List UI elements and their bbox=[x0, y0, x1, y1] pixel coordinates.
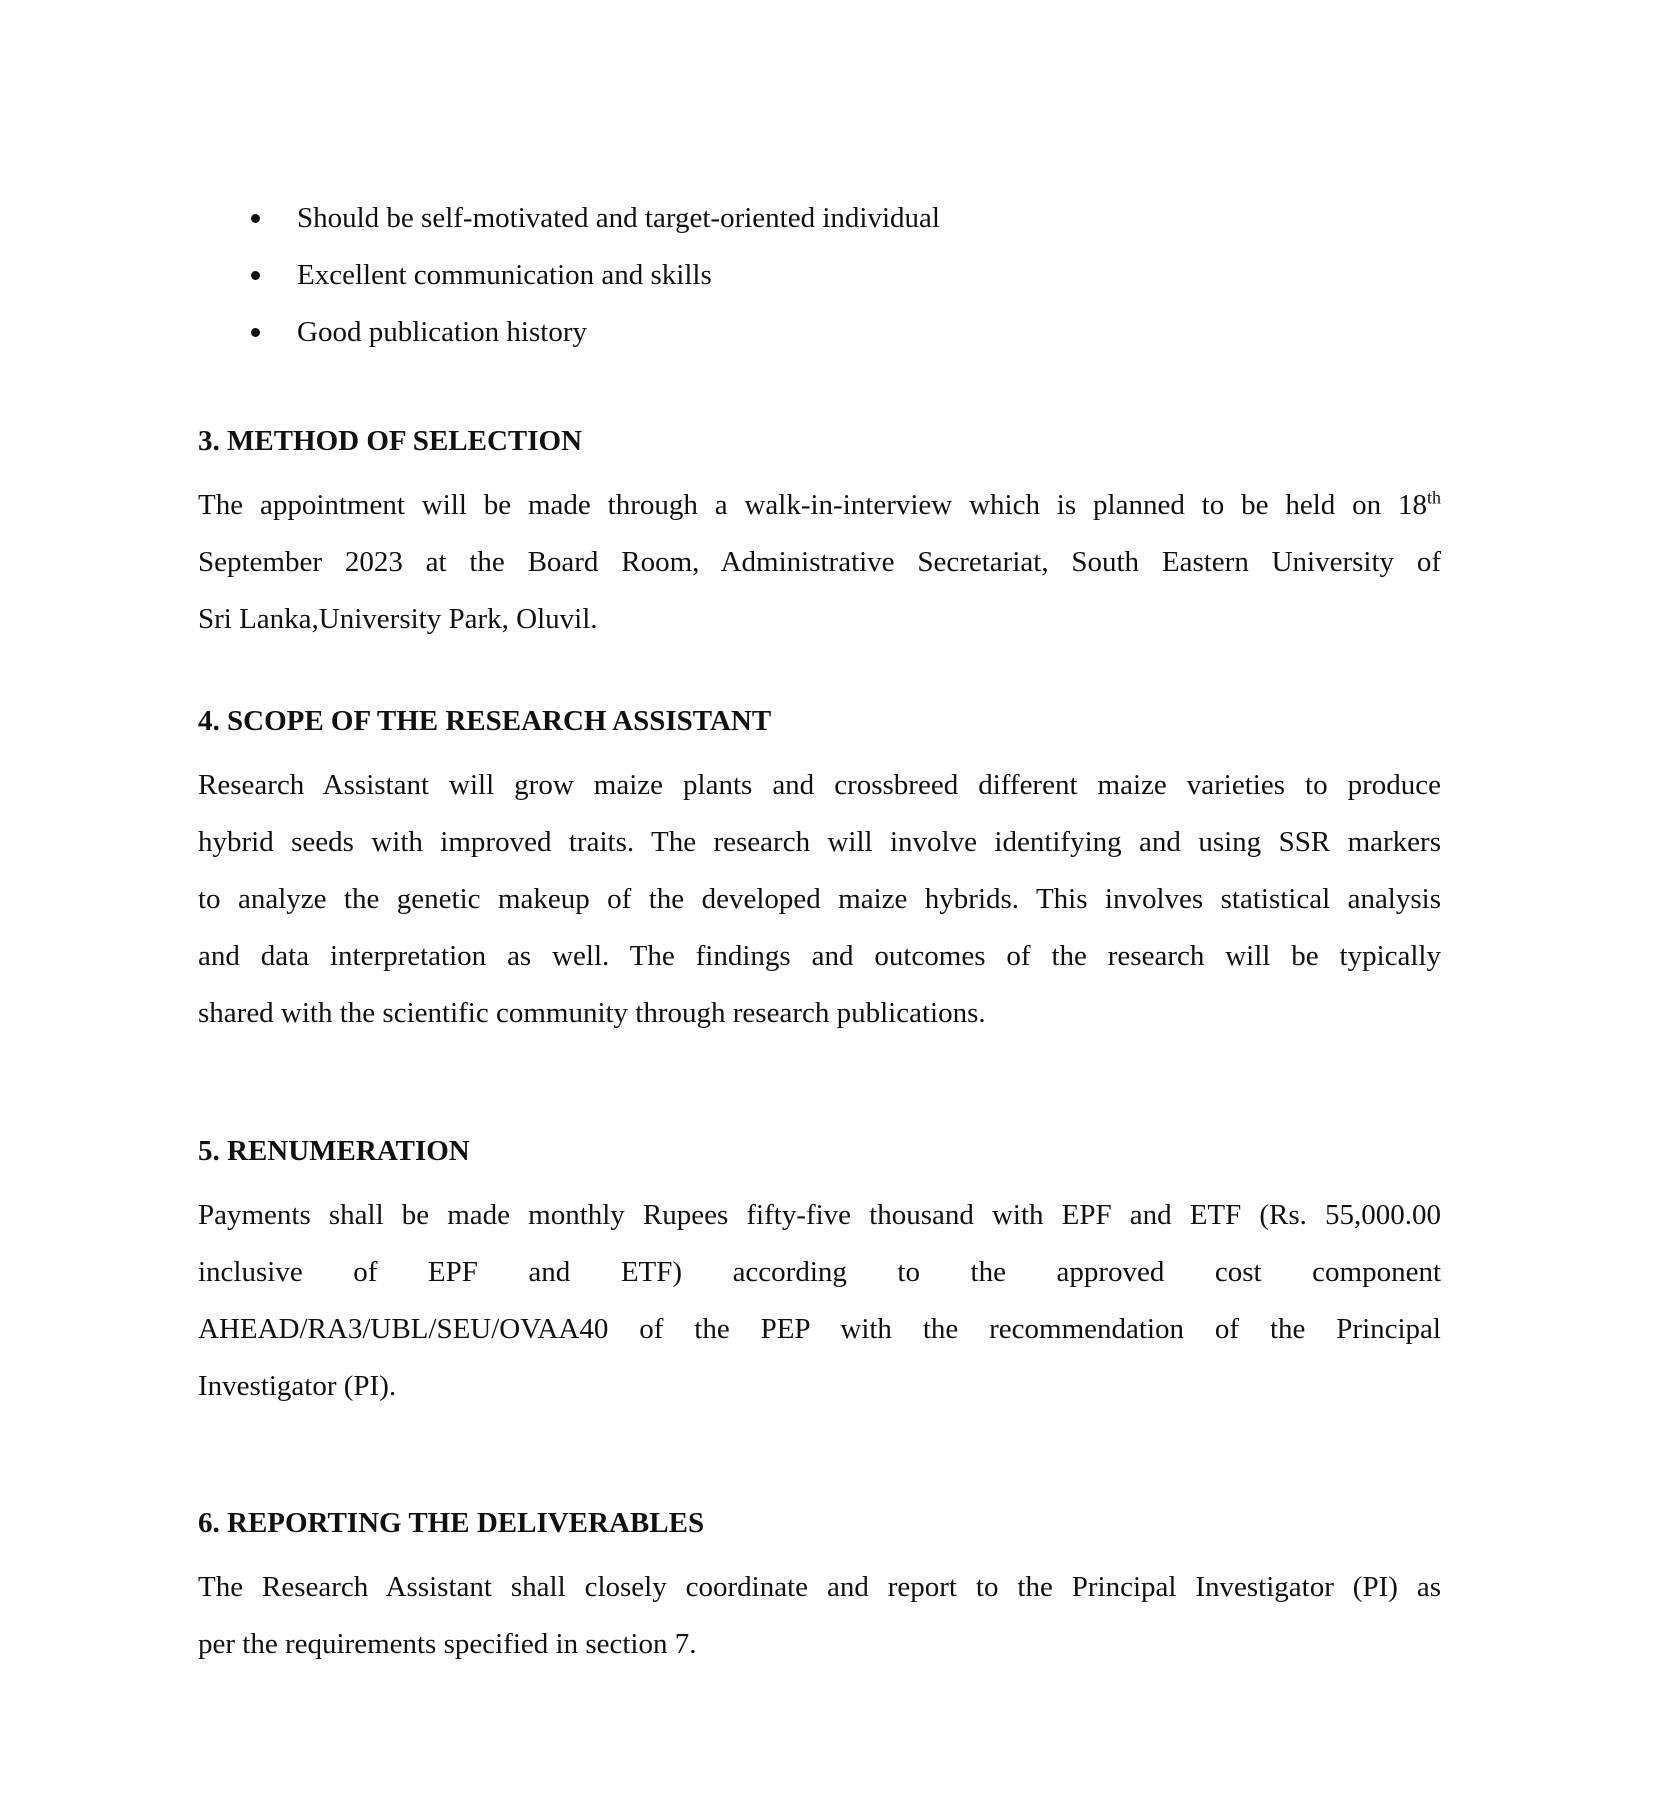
paragraph-line: hybrid seeds with improved traits. The research will involve identifying and using SSR markers bbox=[198, 826, 1441, 858]
paragraph-line: AHEAD/RA3/UBL/SEU/OVAA40 of the PEP with the recommendation of the Principal bbox=[198, 1313, 1441, 1345]
section-paragraph bbox=[198, 1559, 1441, 1673]
paragraph-line: per the requirements specified in section 7. bbox=[198, 1628, 697, 1660]
paragraph-line: The Research Assistant shall closely coordinate and report to the Principal Investigator (PI) as bbox=[198, 1571, 1441, 1603]
requirements-list bbox=[198, 190, 940, 361]
section-paragraph bbox=[198, 477, 1441, 648]
paragraph-line: Payments shall be made monthly Rupees fifty-five thousand with EPF and ETF (Rs. 55,000.00 bbox=[198, 1199, 1441, 1231]
list-item bbox=[198, 304, 940, 361]
paragraph-line bbox=[198, 477, 1441, 534]
paragraph-line: Sri Lanka,University Park, Oluvil. bbox=[198, 603, 598, 635]
section-heading: 6. REPORTING THE DELIVERABLES bbox=[198, 1507, 705, 1539]
bullet-icon bbox=[251, 328, 260, 337]
paragraph-line: to analyze the genetic makeup of the developed maize hybrids. This involves statistical analysis bbox=[198, 883, 1441, 915]
list-item-text: Should be self-motivated and target-oriented individual bbox=[297, 202, 940, 234]
list-item bbox=[198, 247, 940, 304]
section-paragraph bbox=[198, 757, 1441, 1042]
bullet-icon bbox=[251, 214, 260, 223]
paragraph-line: and data interpretation as well. The findings and outcomes of the research will be typically bbox=[198, 940, 1441, 972]
ordinal-suffix: th bbox=[1426, 487, 1441, 508]
paragraph-line: Research Assistant will grow maize plants and crossbreed different maize varieties to produce bbox=[198, 769, 1441, 801]
list-item bbox=[198, 190, 940, 247]
paragraph-line: inclusive of EPF and ETF) according to the approved cost component bbox=[198, 1256, 1441, 1288]
section-heading: 5. RENUMERATION bbox=[198, 1135, 470, 1167]
bullet-icon bbox=[251, 271, 260, 280]
section-heading: 3. METHOD OF SELECTION bbox=[198, 425, 583, 457]
section-heading: 4. SCOPE OF THE RESEARCH ASSISTANT bbox=[198, 705, 772, 737]
paragraph-line: shared with the scientific community through research publications. bbox=[198, 997, 986, 1029]
paragraph-line: September 2023 at the Board Room, Administrative Secretariat, South Eastern University of bbox=[198, 546, 1441, 578]
paragraph-line: Investigator (PI). bbox=[198, 1370, 397, 1402]
list-item-text: Good publication history bbox=[297, 316, 587, 348]
paragraph-line-text: The appointment will be made through a walk-in-interview which is planned to be held on 18 bbox=[198, 489, 1427, 521]
section-paragraph bbox=[198, 1187, 1441, 1415]
list-item-text: Excellent communication and skills bbox=[297, 259, 712, 291]
